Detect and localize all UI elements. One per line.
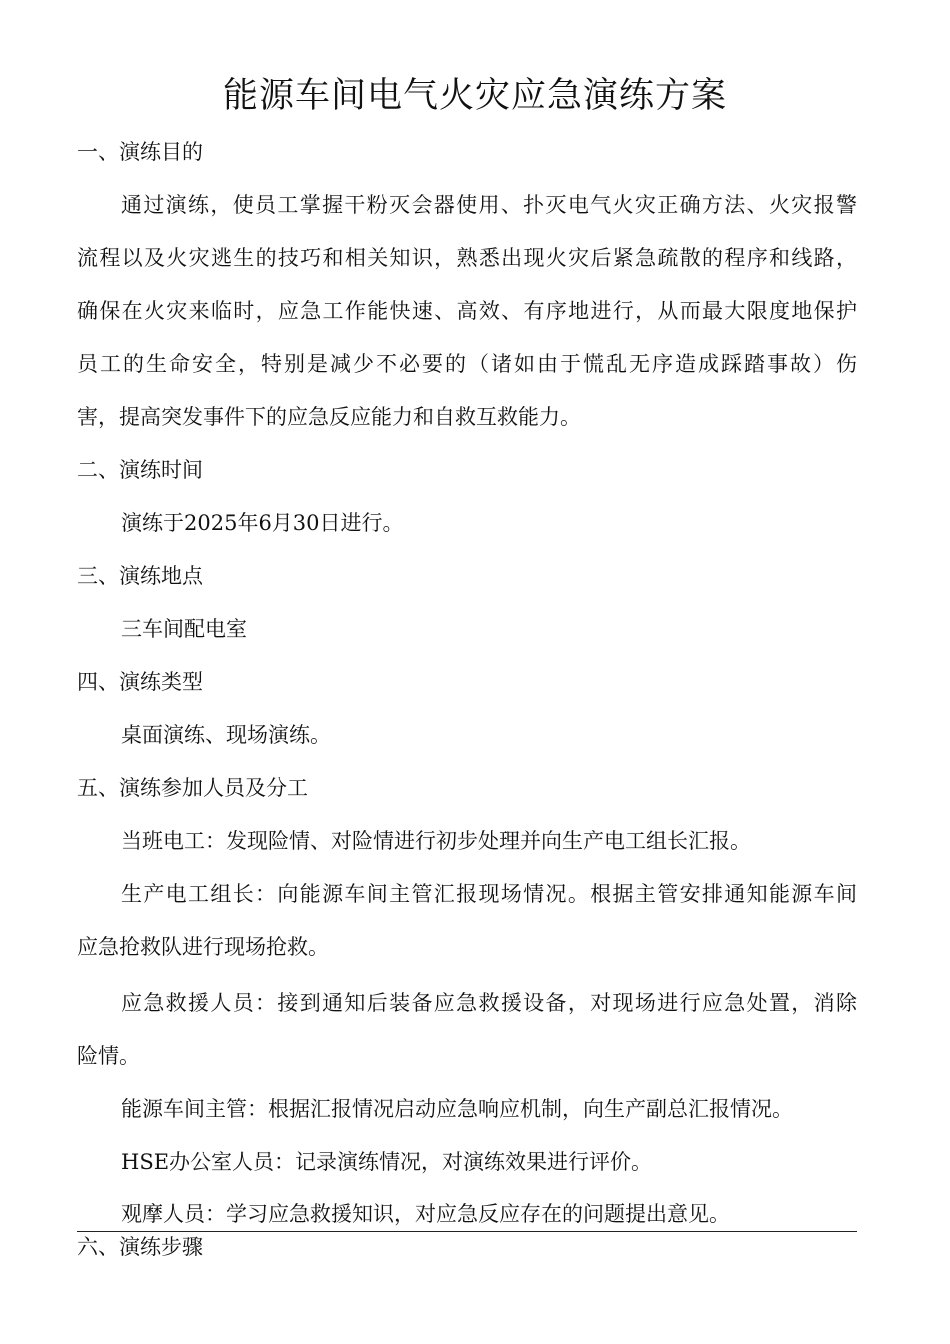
paragraph-line: 员工的生命安全，特别是减少不必要的（诸如由于慌乱无序造成踩踏事故）伤: [77, 352, 857, 376]
role-duty-observers: 观摩人员：学习应急救援知识，对应急反应存在的问题提出意见。: [121, 1202, 730, 1226]
role-duty-rescue-staff-cont: 险情。: [77, 1044, 140, 1068]
drill-type-text: 桌面演练、现场演练。: [121, 723, 331, 747]
section-heading-location: 三、演练地点: [77, 564, 203, 588]
paragraph-line: 害，提高突发事件下的应急反应能力和自救互救能力。: [77, 405, 581, 429]
drill-location-text: 三车间配电室: [121, 617, 247, 641]
paragraph-line: 通过演练，使员工掌握干粉灭会器使用、扑灭电气火灾正确方法、火灾报警: [121, 193, 857, 217]
section-heading-participants: 五、演练参加人员及分工: [77, 776, 308, 800]
section-heading-steps: 六、演练步骤: [77, 1235, 203, 1259]
paragraph-line: 确保在火灾来临时，应急工作能快速、高效、有序地进行，从而最大限度地保护: [77, 299, 857, 323]
drill-date-text: 演练于2025年6月30日进行。: [121, 511, 404, 535]
role-duty-hse-office: HSE办公室人员：记录演练情况，对演练效果进行评价。: [121, 1150, 653, 1174]
role-duty-electrician-leader: 生产电工组长：向能源车间主管汇报现场情况。根据主管安排通知能源车间: [121, 882, 857, 906]
paragraph-line: 流程以及火灾逃生的技巧和相关知识，熟悉出现火灾后紧急疏散的程序和线路，: [77, 246, 857, 270]
role-duty-workshop-supervisor: 能源车间主管：根据汇报情况启动应急响应机制，向生产副总汇报情况。: [121, 1097, 793, 1121]
document-title: 能源车间电气火灾应急演练方案: [222, 76, 727, 116]
role-duty-on-duty-electrician: 当班电工：发现险情、对险情进行初步处理并向生产电工组长汇报。: [121, 829, 751, 853]
section-heading-type: 四、演练类型: [77, 670, 203, 694]
section-heading-purpose: 一、演练目的: [77, 140, 203, 164]
role-duty-rescue-staff: 应急救援人员：接到通知后装备应急救援设备，对现场进行应急处置，消除: [121, 991, 857, 1015]
section-heading-time: 二、演练时间: [77, 458, 203, 482]
role-duty-electrician-leader-cont: 应急抢救队进行现场抢救。: [77, 935, 329, 959]
